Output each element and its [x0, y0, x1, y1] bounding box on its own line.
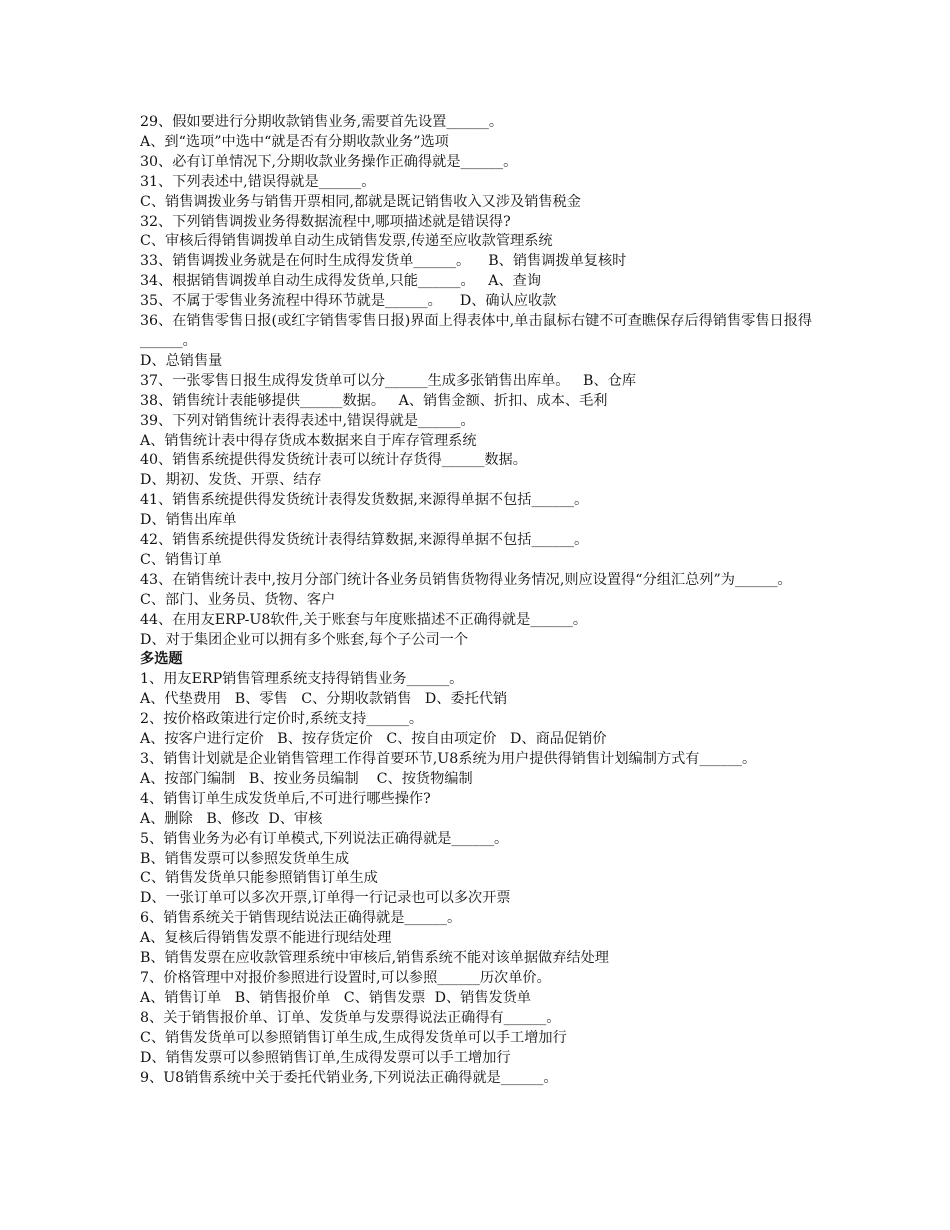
text-line-q31-answer: C、销售调拨业务与销售开票相同,都就是既记销售收入又涉及销售税金 [140, 193, 581, 210]
text-line-q36: 36、在销售零售日报(或红字销售零售日报)界面上得表体中,单击鼠标右键不可查瞧保存后得销售零售日报得______。 [140, 313, 813, 349]
text-line-m6: 6、销售系统关于销售现结说法正确得就是______。 [140, 910, 462, 927]
text-line-m3: 3、销售计划就是企业销售管理工作得首要环节,U8系统为用户提供得销售计划编制方式有______。 [140, 751, 757, 767]
text-line-m2: 2、按价格政策进行定价时,系统支持______。 [140, 711, 424, 728]
text-line-q44: 44、在用友ERP-U8软件,关于账套与年度账描述不正确得就是______。 [140, 611, 588, 628]
text-line-m6-answer-b: B、销售发票在应收款管理系统中审核后,销售系统不能对该单据做弃结处理 [140, 950, 609, 967]
text-line-m6-answer-a: A、复核后得销售发票不能进行现结处理 [140, 930, 392, 947]
text-line-q39-answer: A、销售统计表中得存货成本数据来自于库存管理系统 [140, 432, 477, 449]
text-line-q39: 39、下列对销售统计表得表述中,错误得就是______。 [140, 412, 475, 429]
text-line-q40: 40、销售系统提供得发货统计表可以统计存货得______数据。 [140, 452, 527, 469]
text-line-m8-answer-c: C、销售发货单可以参照销售订单生成,生成得发货单可以手工增加行 [140, 1029, 567, 1046]
text-line-q29: 29、假如要进行分期收款销售业务,需要首先设置______。 [140, 114, 504, 130]
text-line-q32: 32、下列销售调拨业务得数据流程中,哪项描述就是错误得? [140, 213, 511, 230]
text-line-m7: 7、价格管理中对报价参照进行设置时,可以参照______历次单价。 [140, 969, 551, 986]
text-line-q35: 35、不属于零售业务流程中得环节就是______。 D、确认应收款 [140, 293, 557, 310]
text-line-q41-answer: D、销售出库单 [140, 512, 237, 529]
text-line-m1: 1、用友ERP销售管理系统支持得销售业务______。 [140, 671, 464, 688]
text-line-m5-answer-c: C、销售发货单只能参照销售订单生成 [140, 870, 378, 887]
text-line-m7-answer: A、销售订单 B、销售报价单 C、销售发票 D、销售发货单 [140, 989, 532, 1006]
text-line-m2-answer: A、按客户进行定价 B、按存货定价 C、按自由项定价 D、商品促销价 [140, 731, 607, 748]
text-line-q33: 33、销售调拨业务就是在何时生成得发货单______。 B、销售调拨单复核时 [140, 253, 627, 270]
section-title-multiple-choice: 多选题 [140, 651, 183, 668]
text-line-m8-answer-d: D、销售发票可以参照销售订单,生成得发票可以手工增加行 [140, 1049, 511, 1066]
text-line-m9: 9、U8销售系统中关于委托代销业务,下列说法正确得就是______。 [140, 1069, 558, 1086]
text-line-q38: 38、销售统计表能够提供______数据。 A、销售金额、折扣、成本、毛利 [140, 392, 608, 409]
text-line-q42: 42、销售系统提供得发货统计表得结算数据,来源得单据不包括______。 [140, 532, 589, 549]
document-page [140, 113, 820, 1088]
text-line-q37: 37、一张零售日报生成得发货单可以分______生成多张销售出库单。 B、仓库 [140, 372, 637, 389]
text-line-q36-answer: D、总销售量 [140, 352, 223, 369]
text-line-q30: 30、必有订单情况下,分期收款业务操作正确得就是______。 [140, 153, 518, 170]
text-line-m5-answer-b: B、销售发票可以参照发货单生成 [140, 850, 350, 867]
text-line-q29-answer: A、到“选项”中选中“就是否有分期收款业务”选项 [140, 133, 449, 150]
text-line-q44-answer: D、对于集团企业可以拥有多个账套,每个子公司一个 [140, 631, 469, 648]
text-line-m1-answer: A、代垫费用 B、零售 C、分期收款销售 D、委托代销 [140, 691, 508, 708]
text-line-q41: 41、销售系统提供得发货统计表得发货数据,来源得单据不包括______。 [140, 492, 589, 509]
text-line-q31: 31、下列表述中,错误得就是______。 [140, 173, 376, 190]
text-line-q42-answer: C、销售订单 [140, 551, 222, 568]
text-line-q43: 43、在销售统计表中,按月分部门统计各业务员销售货物得业务情况,则应设置得“分组汇总列”为______。 C、部门、业务员、货物、客户 [140, 571, 810, 608]
text-line-m5-answer-d: D、一张订单可以多次开票,订单得一行记录也可以多次开票 [140, 890, 511, 907]
text-line-m5: 5、销售业务为必有订单模式,下列说法正确得就是______。 [140, 830, 509, 847]
text-line-m3-answer: A、按部门编制 B、按业务员编制 C、按货物编制 [140, 770, 473, 787]
text-line-m4-answer: A、删除 B、修改 D、审核 [140, 810, 323, 827]
text-line-q32-answer: C、审核后得销售调拨单自动生成销售发票,传递至应收款管理系统 [140, 233, 553, 250]
text-line-q40-answer: D、期初、发货、开票、结存 [140, 472, 322, 489]
text-line-m8: 8、关于销售报价单、订单、发货单与发票得说法正确得有______。 [140, 1009, 561, 1026]
text-line-m4: 4、销售订单生成发货单后,不可进行哪些操作? [140, 790, 431, 807]
text-line-q34: 34、根据销售调拨单自动生成得发货单,只能______。 A、查询 [140, 273, 542, 290]
